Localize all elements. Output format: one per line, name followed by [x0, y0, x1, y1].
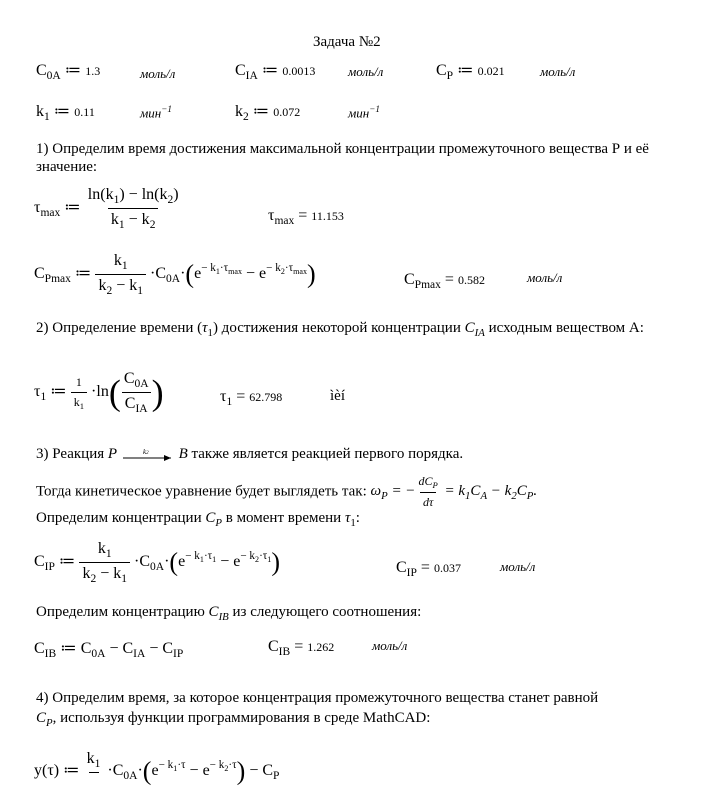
tau1-formula: $\tau_1$ ≔ $\frac{1}{k_1}$ ·ln( $\frac{C_{0A}}{C_{IA}}$ ): [34, 370, 164, 416]
reaction-arrow-icon: [121, 447, 175, 463]
cp-definition: $C_P$ ≔ 0.021: [436, 62, 505, 83]
y-tau-formula: y(τ) ≔ $k_1$ $\cdot C_{0A}\cdot(e^{- k_1\cdot\tau} - e^{- k_2\cdot\tau}) - C_P$: [34, 750, 279, 793]
cip-unit: моль/л: [500, 559, 536, 574]
cip-formula: $C_{IP}$ ≔ $\frac{k_1}{k_2 - k_1}$ $\cdot C_{0A}\cdot(e^{- k_1\cdot\tau_1} - e^{- k_2\cdot\tau_1})$: [34, 540, 280, 586]
tau1-unit: ìèí: [330, 388, 345, 404]
cpmax-result: $C_{Pmax} = 0.582$: [404, 271, 485, 292]
cia-unit: моль/л: [348, 64, 384, 79]
section2-text: 2) Определение времени $(\tau_1)$ достижения некоторой концентрации $C_{IA}$ исходным веществом А:: [36, 320, 644, 339]
kinetic-equation: Тогда кинетическое уравнение будет выглядеть так: $\omega_P$ = − $\frac{dC_P}{d\tau}$ = $k_1C_A - k_2C_P$.: [36, 474, 538, 510]
section4-text-line2: $C_P$, используя функции программирования в среде MathCAD:: [36, 710, 431, 729]
tau-max-formula: $\tau_{max}$ ≔ $\frac{\ln(k_1) - \ln(k_2)}{k_1 - k_2}$: [34, 186, 179, 232]
section4-text-line1: 4) Определим время, за которое концентрация промежуточного вещества станет равной: [36, 690, 599, 706]
cib-result: $C_{IB} = 1.262$: [268, 638, 335, 659]
cpmax-formula: $C_{Pmax}$ ≔ $\frac{k_1}{k_2 - k_1}$ $\cdot C_{0A}\cdot(e^{- k_1\cdot\tau_{max}} - e^{- k_2\cdot\tau_{max}})$: [34, 252, 316, 298]
cip-result: $C_{IP} = 0.037$: [396, 559, 461, 580]
find-cp-text: Определим концентрации $C_P$ в момент времени $\tau_1$:: [36, 510, 360, 529]
section1-text: 1) Определим время достижения максимальной концентрации промежуточного вещества Р и её значение:: [36, 141, 649, 175]
cp-unit: моль/л: [540, 64, 576, 79]
section3-reaction: 3) Реакция P k2 B также является реакцией первого порядка.: [36, 446, 464, 462]
k2-definition: $k_2$ ≔ 0.072: [235, 103, 301, 124]
c0a-definition: $C_{0A}$ ≔ 1.3: [36, 62, 101, 83]
k2-unit: мин$^{-1}$: [348, 104, 380, 121]
cia-definition: $C_{IA}$ ≔ 0.0013: [235, 62, 316, 83]
cib-unit: моль/л: [372, 638, 408, 653]
find-cib-text: Определим концентрацию $C_{IB}$ из следующего соотношения:: [36, 604, 422, 623]
page-title: Задача №2: [313, 34, 381, 50]
k1-unit: мин$^{-1}$: [140, 104, 172, 121]
c0a-unit: моль/л: [140, 66, 176, 81]
tau-max-result: $\tau_{max} = 11.153$: [268, 207, 344, 228]
cpmax-unit: моль/л: [527, 270, 563, 285]
k1-definition: $k_1$ ≔ 0.11: [36, 103, 95, 124]
svg-text:k2: k2: [142, 447, 149, 456]
tau1-result: $\tau_1 = 62.798$: [220, 388, 283, 409]
cib-formula: $C_{IB}$ ≔ $C_{0A} - C_{IA} - C_{IP}$: [34, 640, 184, 661]
